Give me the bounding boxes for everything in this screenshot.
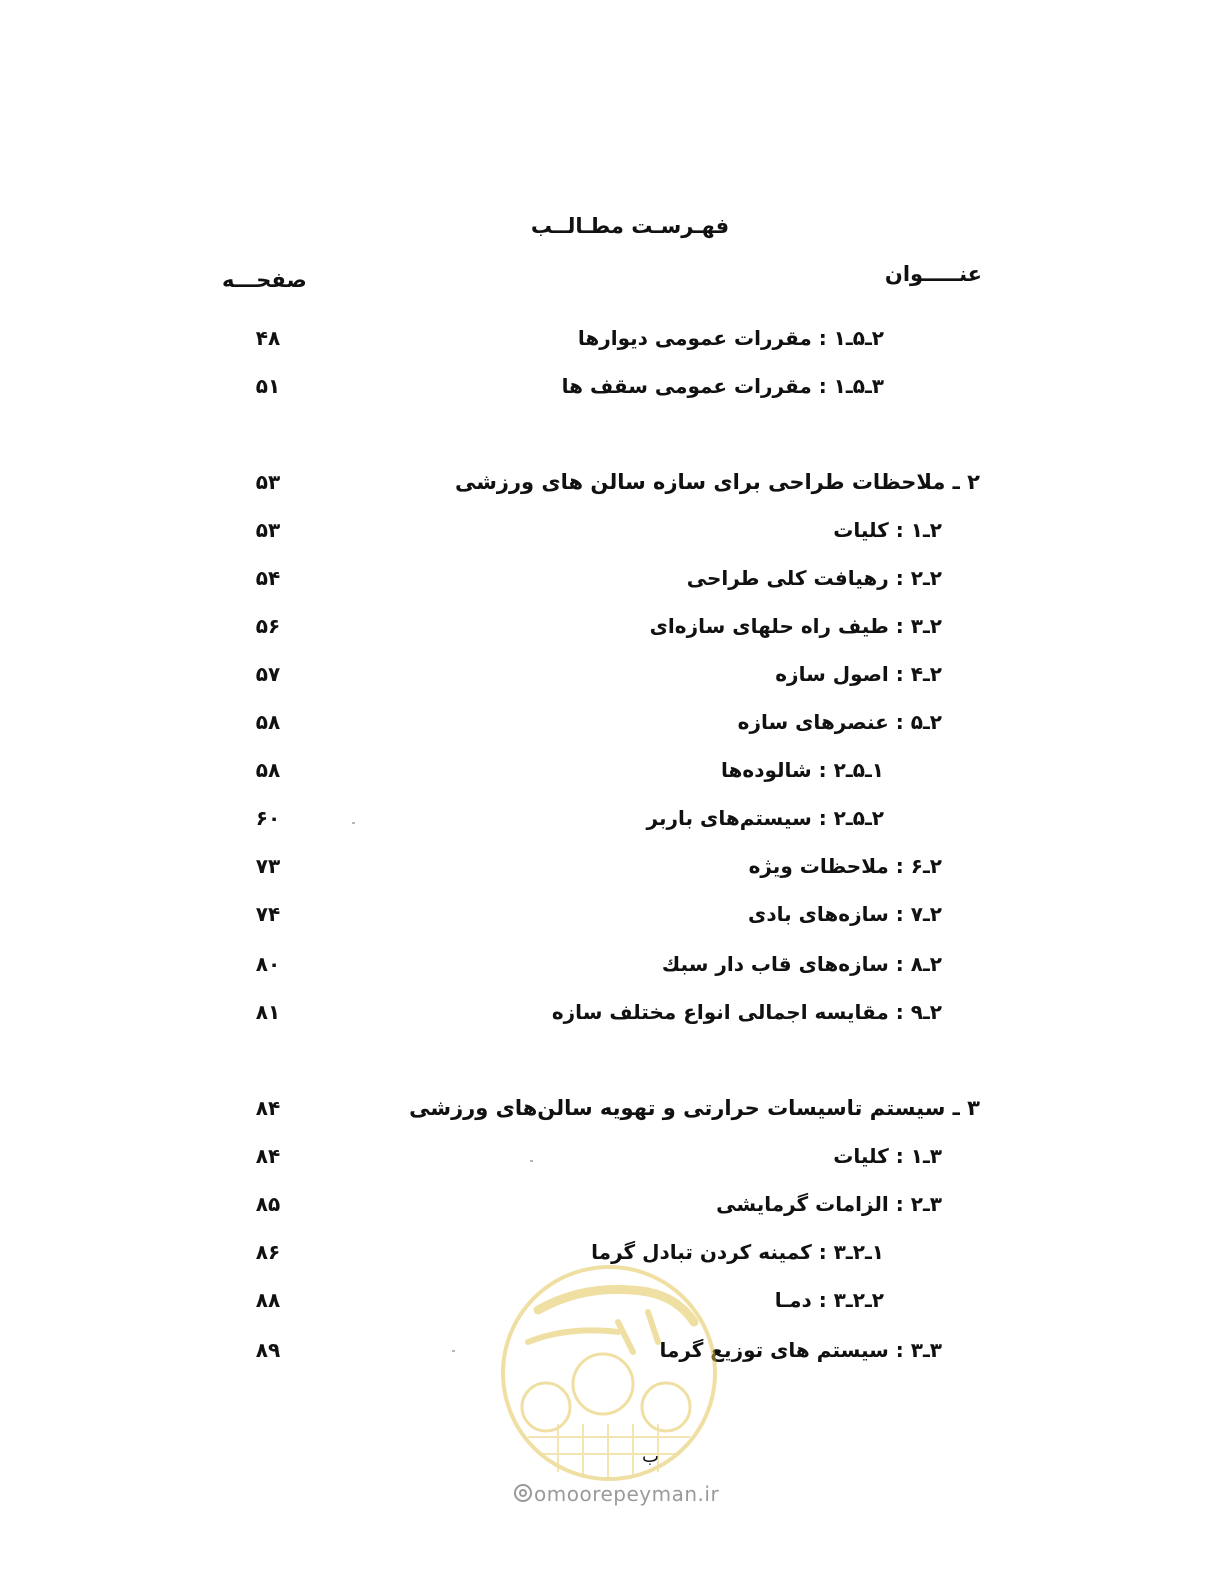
toc-entry-title: ۲ـ۱ : کلیات xyxy=(833,518,942,542)
toc-entry-page: ۵۶ xyxy=(255,614,281,638)
toc-entry-page: ۵۱ xyxy=(255,374,281,398)
toc-entry-page: ۸۰ xyxy=(255,952,281,976)
toc-entry xyxy=(0,846,1228,886)
toc-entry xyxy=(0,944,1228,984)
column-header-title: عنـــــوان xyxy=(884,262,982,286)
toc-entry xyxy=(0,798,1228,838)
toc-entry-title: ۳ـ۵ـ۱ : مقررات عمومی سقف ها xyxy=(561,374,884,398)
toc-entry-page: ۵۳ xyxy=(255,518,281,542)
toc-entry xyxy=(0,654,1228,694)
toc-entry-title: ۲ـ۲ : رهیافت کلی طراحی xyxy=(686,566,942,590)
toc-entry-title: ۲ـ۵ : عنصرهای سازه xyxy=(737,710,942,734)
toc-entry-page: ۷۳ xyxy=(255,854,281,878)
toc-entry-page: ۴۸ xyxy=(255,326,281,350)
toc-entry xyxy=(0,702,1228,742)
toc-entry xyxy=(0,606,1228,646)
toc-entry-title: ۲ـ۲ـ۳ : دمـا xyxy=(774,1288,884,1312)
website-text: omoorepeyman.ir xyxy=(534,1482,720,1506)
toc-entry-page: ۸۵ xyxy=(255,1192,281,1216)
toc-entry-page: ۶۰ xyxy=(255,806,281,830)
toc-entry-title: ۳ـ۳ : سیستم های توزیع گرما xyxy=(659,1338,942,1362)
toc-entry-title: ۳ـ۱ : کلیات xyxy=(833,1144,942,1168)
toc-entry xyxy=(0,366,1228,406)
toc-entry xyxy=(0,558,1228,598)
toc-entry-title: ۲ـ۸ : سازه‌های قاب دار سبك xyxy=(661,952,942,976)
toc-chapter xyxy=(0,462,1228,502)
scan-speck xyxy=(452,1350,455,1352)
page-number-letter: ب xyxy=(642,1446,659,1467)
toc-entry-title: ۲ـ۹ : مقایسه اجمالی انواع مختلف سازه xyxy=(551,1000,942,1024)
toc-title: فهـرسـت مطـالــب xyxy=(530,214,730,238)
toc-entry xyxy=(0,1184,1228,1224)
at-sign-icon xyxy=(514,1484,532,1502)
watermark-website xyxy=(514,1482,719,1506)
toc-entry-title: ۲ـ۴ : اصول سازه xyxy=(775,662,942,686)
toc-entry xyxy=(0,750,1228,790)
watermark-logo-icon xyxy=(498,1262,720,1484)
toc-entry xyxy=(0,992,1228,1032)
column-header-page: صفحـــه xyxy=(222,268,307,292)
toc-entry xyxy=(0,318,1228,358)
toc-entry-page: ۵۳ xyxy=(255,470,281,494)
toc-entry-page: ۷۴ xyxy=(255,902,281,926)
toc-chapter-title: ۲ ـ ملاحظات طراحی برای سازه سالن های ورزشی xyxy=(454,470,980,494)
toc-entry-title: ۲ـ۵ـ۱ : مقررات عمومی دیوارها xyxy=(577,326,884,350)
toc-entry-page: ۵۴ xyxy=(255,566,281,590)
toc-entry-title: ۲ـ۳ : طیف راه حلهای سازه‌ای xyxy=(649,614,942,638)
toc-entry xyxy=(0,894,1228,934)
toc-entry-title: ۲ـ۵ـ۲ : سیستم‌های باربر xyxy=(646,806,884,830)
toc-entry-page: ۸۸ xyxy=(255,1288,281,1312)
toc-entry-page: ۵۷ xyxy=(255,662,281,686)
toc-entry-page: ۸۶ xyxy=(255,1240,281,1264)
toc-entry-page: ۵۸ xyxy=(255,710,281,734)
toc-entry xyxy=(0,1136,1228,1176)
scan-speck xyxy=(352,822,355,824)
toc-entry-title: ۲ـ۶ : ملاحظات ویژه xyxy=(748,854,942,878)
toc-chapter-title: ۳ ـ سیستم تاسیسات حرارتی و تهویه سالن‌های ورزشی xyxy=(409,1096,980,1120)
toc-entry-page: ۵۸ xyxy=(255,758,281,782)
toc-entry-title: ۳ـ۲ : الزامات گرمایشی xyxy=(716,1192,942,1216)
toc-entry xyxy=(0,510,1228,550)
toc-entry-page: ۸۴ xyxy=(255,1096,281,1120)
toc-entry-page: ۸۱ xyxy=(255,1000,281,1024)
toc-chapter xyxy=(0,1088,1228,1128)
toc-entry-title: ۱ـ۲ـ۳ : کمینه کردن تبادل گرما xyxy=(591,1240,884,1264)
toc-entry-title: ۲ـ۷ : سازه‌های بادی xyxy=(748,902,942,926)
toc-entry-page: ۸۴ xyxy=(255,1144,281,1168)
toc-entry-page: ۸۹ xyxy=(255,1338,281,1362)
scan-speck xyxy=(530,1160,533,1162)
toc-entry-title: ۱ـ۵ـ۲ : شالوده‌ها xyxy=(721,758,884,782)
